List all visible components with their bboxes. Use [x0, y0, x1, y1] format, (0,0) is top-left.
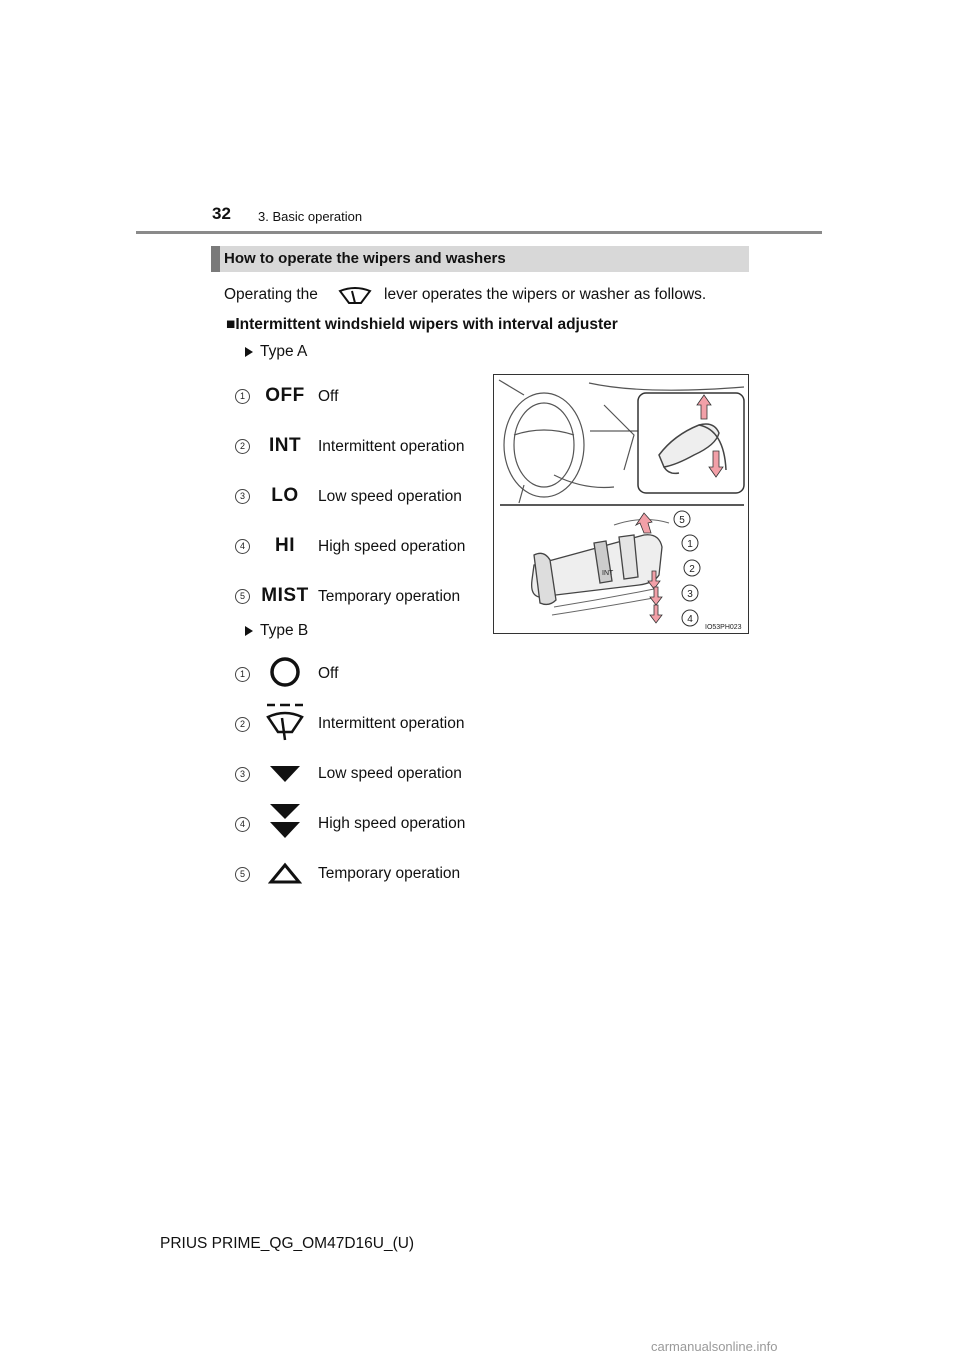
off-circle-icon	[269, 656, 301, 688]
illustration-code: IO53PH023	[705, 624, 742, 631]
callout-number: 1	[687, 539, 693, 550]
item-text: Temporary operation	[318, 865, 461, 882]
item-number: 5	[235, 867, 250, 882]
code-mist: MIST	[261, 585, 309, 606]
item-text: Low speed operation	[318, 488, 462, 505]
item-number: 2	[235, 439, 250, 454]
wiper-lever-drawing	[494, 375, 748, 633]
arrow-hi	[650, 605, 662, 623]
item-text: Low speed operation	[318, 765, 462, 782]
item-number: 5	[235, 589, 250, 604]
footer-doc-id: PRIUS PRIME_QG_OM47D16U_(U)	[160, 1235, 415, 1252]
section-title: 3. Basic operation	[258, 209, 363, 224]
code-int: INT	[268, 435, 302, 456]
outline-triangle-icon	[268, 862, 302, 884]
item-number: 4	[235, 539, 250, 554]
header-rule	[136, 231, 822, 234]
callout-number: 2	[689, 564, 695, 575]
type-b-label: Type B	[260, 622, 309, 639]
watermark: carmanualsonline.info	[651, 1339, 778, 1354]
page-number: 32	[212, 204, 231, 223]
triangle-bullet-icon	[244, 346, 254, 358]
item-text: Intermittent operation	[318, 438, 465, 455]
triangle-bullet-icon	[244, 625, 254, 637]
item-number: 2	[235, 717, 250, 732]
item-text: Temporary operation	[318, 588, 461, 605]
intro-text-end: lever operates the wipers or washer as follows.	[384, 286, 707, 303]
lever-int-label: INT	[602, 570, 614, 577]
item-number: 3	[235, 489, 250, 504]
callout-number: 4	[687, 614, 693, 625]
item-text: Intermittent operation	[318, 715, 465, 732]
item-text: High speed operation	[318, 538, 466, 555]
callout-number: 5	[679, 515, 685, 526]
wiper-icon	[337, 286, 373, 308]
item-text: Off	[318, 388, 339, 405]
type-a-label: Type A	[260, 343, 308, 360]
item-number: 4	[235, 817, 250, 832]
single-triangle-icon	[269, 764, 301, 784]
code-lo: LO	[271, 485, 299, 506]
wiper-lever-illustration	[493, 374, 749, 634]
item-text: Off	[318, 665, 339, 682]
code-off: OFF	[265, 385, 305, 406]
arrow-mist	[636, 513, 652, 533]
code-hi: HI	[275, 535, 295, 556]
item-text: High speed operation	[318, 815, 466, 832]
item-number: 1	[235, 389, 250, 404]
intro-text-start: Operating the	[224, 286, 318, 303]
callout-number: 3	[687, 589, 693, 600]
subheading: ■Intermittent windshield wipers with interval adjuster	[226, 316, 618, 333]
double-triangle-icon	[269, 803, 301, 839]
item-number: 3	[235, 767, 250, 782]
wiper-intermittent-icon	[264, 702, 306, 742]
section-heading: How to operate the wipers and washers	[224, 250, 506, 267]
item-number: 1	[235, 667, 250, 682]
